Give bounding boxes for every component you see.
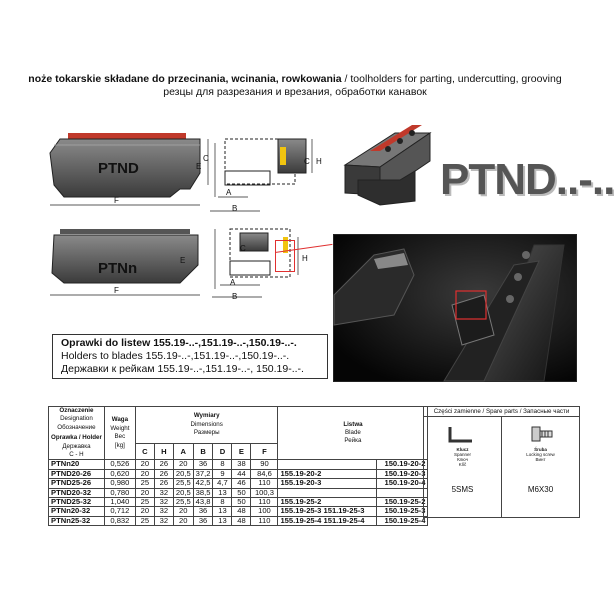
row-e: 38 (232, 460, 251, 469)
row-blade-left: 155.19-25-2 (278, 498, 377, 507)
row-a: 25,5 (173, 479, 193, 488)
row-a: 20 (173, 516, 193, 525)
row-blade-right: 150.19-25-3 (377, 507, 428, 516)
row-c: 25 (135, 498, 154, 507)
ptnn-label: PTNn (98, 260, 138, 277)
row-f: 100,3 (251, 488, 278, 497)
key-value: 5SMS (451, 485, 474, 494)
screw-icon (530, 423, 554, 447)
row-h: 26 (154, 460, 173, 469)
row-e: 44 (232, 469, 251, 478)
row-h: 26 (154, 479, 173, 488)
row-a: 20 (173, 460, 193, 469)
dim-b-2: B (232, 292, 238, 301)
row-e: 48 (232, 516, 251, 525)
row-h: 32 (154, 516, 173, 525)
row-blade-left: 155.19-20-3 (278, 479, 377, 488)
dim-f-2: F (114, 286, 119, 295)
dim-e-2: E (180, 256, 186, 265)
screw-cell: Śruba Locking screw Винт M6X30 (502, 417, 579, 517)
row-b: 38,5 (193, 488, 213, 497)
row-w: 0,526 (104, 460, 135, 469)
row-f: 110 (251, 516, 278, 525)
row-f: 100 (251, 507, 278, 516)
table-row (49, 507, 428, 516)
blades-line-ru: Державки к рейкам 155.19-..-,151.19-..-, 150.19-..-. (61, 363, 304, 375)
row-b: 42,5 (193, 479, 213, 488)
dim-c: C (203, 154, 209, 163)
row-blade-left (278, 460, 377, 469)
row-a: 20,5 (173, 488, 193, 497)
row-blade-right: 150.19-20-4 (377, 479, 428, 488)
callout-box (275, 240, 295, 272)
row-e: 48 (232, 507, 251, 516)
row-f: 90 (251, 460, 278, 469)
row-blade-left: 155.19-25-4 151.19-25-4 (278, 516, 377, 525)
h-designation: Oznaczenie Designation Обозначение Oprawka / Holder Державка C - H (49, 407, 105, 460)
row-h: 26 (154, 469, 173, 478)
dim-h-2: H (302, 254, 308, 263)
screw-value: M6X30 (527, 485, 554, 494)
big-model-title: PTND..-.. (440, 155, 614, 204)
row-e: 50 (232, 488, 251, 497)
row-designation: PTND20-32 (49, 488, 105, 497)
row-blade-right: 150.19-20-2 (377, 460, 428, 469)
row-d: 9 (213, 469, 232, 478)
dim-b: B (232, 204, 238, 213)
row-w: 0,780 (104, 488, 135, 497)
row-w: 0,620 (104, 469, 135, 478)
row-c: 20 (135, 460, 154, 469)
row-blade-right: 150.19-25-4 (377, 516, 428, 525)
row-b: 43,8 (193, 498, 213, 507)
row-h: 32 (154, 507, 173, 516)
h-blade: Listwa Blade Рейка (278, 407, 428, 460)
h-dims: Wymiary Dimensions Размеры (135, 407, 278, 444)
dim-col-header: H (154, 444, 173, 460)
table-row (49, 479, 428, 488)
row-a: 25,5 (173, 498, 193, 507)
spec-table (48, 406, 428, 526)
row-w: 0,712 (104, 507, 135, 516)
row-f: 84,6 (251, 469, 278, 478)
row-blade-right: 150.19-25-2 (377, 498, 428, 507)
table-row (49, 516, 428, 525)
row-c: 20 (135, 488, 154, 497)
table-row (49, 460, 428, 469)
row-designation: PTNn20-32 (49, 507, 105, 516)
product-photo (333, 234, 577, 382)
row-a: 20,5 (173, 469, 193, 478)
dim-a: A (226, 188, 232, 197)
row-d: 8 (213, 460, 232, 469)
dim-col-header: F (251, 444, 278, 460)
row-w: 0,832 (104, 516, 135, 525)
header-line-2: резцы для разрезания и врезания, обработки канавок (163, 86, 427, 98)
row-d: 13 (213, 488, 232, 497)
ptnd-label: PTND (98, 160, 139, 177)
dim-col-header: C (135, 444, 154, 460)
row-designation: PTND25-32 (49, 498, 105, 507)
dim-col-header: B (193, 444, 213, 460)
blades-info-box (52, 334, 328, 379)
row-designation: PTND25-26 (49, 479, 105, 488)
row-d: 13 (213, 516, 232, 525)
row-blade-left: 155.19-20-2 (278, 469, 377, 478)
h-weight: Waga Weight Вес [kg] (104, 407, 135, 460)
row-c: 25 (135, 479, 154, 488)
ptnd-side-view (225, 139, 306, 185)
header-line-1: noże tokarskie składane do przecinania, wcinania, rowkowania / toolholders for parting, undercutting, grooving (28, 73, 562, 85)
dim-col-header: D (213, 444, 232, 460)
dim-c-2: C (240, 244, 246, 253)
row-f: 110 (251, 479, 278, 488)
row-c: 20 (135, 507, 154, 516)
row-c: 20 (135, 469, 154, 478)
row-e: 46 (232, 479, 251, 488)
row-w: 1,040 (104, 498, 135, 507)
row-a: 20 (173, 507, 193, 516)
row-h: 32 (154, 488, 173, 497)
row-b: 37,2 (193, 469, 213, 478)
row-designation: PTNn20 (49, 460, 105, 469)
row-d: 8 (213, 498, 232, 507)
dim-c-side: C (304, 157, 310, 166)
spanner-icon (446, 425, 476, 445)
row-blade-left: 155.19-25-3 151.19-25-3 (278, 507, 377, 516)
dim-col-header: E (232, 444, 251, 460)
row-d: 4,7 (213, 479, 232, 488)
row-b: 36 (193, 460, 213, 469)
blades-line-en: Holders to blades 155.19-..-,151.19-..-,150.19-..-. (61, 350, 290, 362)
row-b: 36 (193, 516, 213, 525)
dim-f: F (114, 196, 119, 205)
dim-col-header: A (173, 444, 193, 460)
row-h: 32 (154, 498, 173, 507)
spanner-cell: Klucz Spanner Ключ Klíč 5SMS (424, 417, 502, 517)
holder-3d-view (345, 125, 430, 205)
dim-h: H (316, 157, 322, 166)
row-d: 13 (213, 507, 232, 516)
row-c: 25 (135, 516, 154, 525)
row-blade-right: 150.19-20-3 (377, 469, 428, 478)
dim-a-2: A (230, 278, 236, 287)
spare-header: Części zamienne / Spare parts / Запасные части (424, 407, 579, 417)
row-w: 0,980 (104, 479, 135, 488)
dim-e: E (196, 162, 202, 171)
blades-line-pl: Oprawki do listew 155.19-..-,151.19-..-,150.19-..-. (61, 337, 297, 349)
row-b: 36 (193, 507, 213, 516)
row-designation: PTND20-26 (49, 469, 105, 478)
row-f: 110 (251, 498, 278, 507)
row-designation: PTNn25-32 (49, 516, 105, 525)
row-e: 50 (232, 498, 251, 507)
spare-parts-panel (423, 406, 580, 518)
